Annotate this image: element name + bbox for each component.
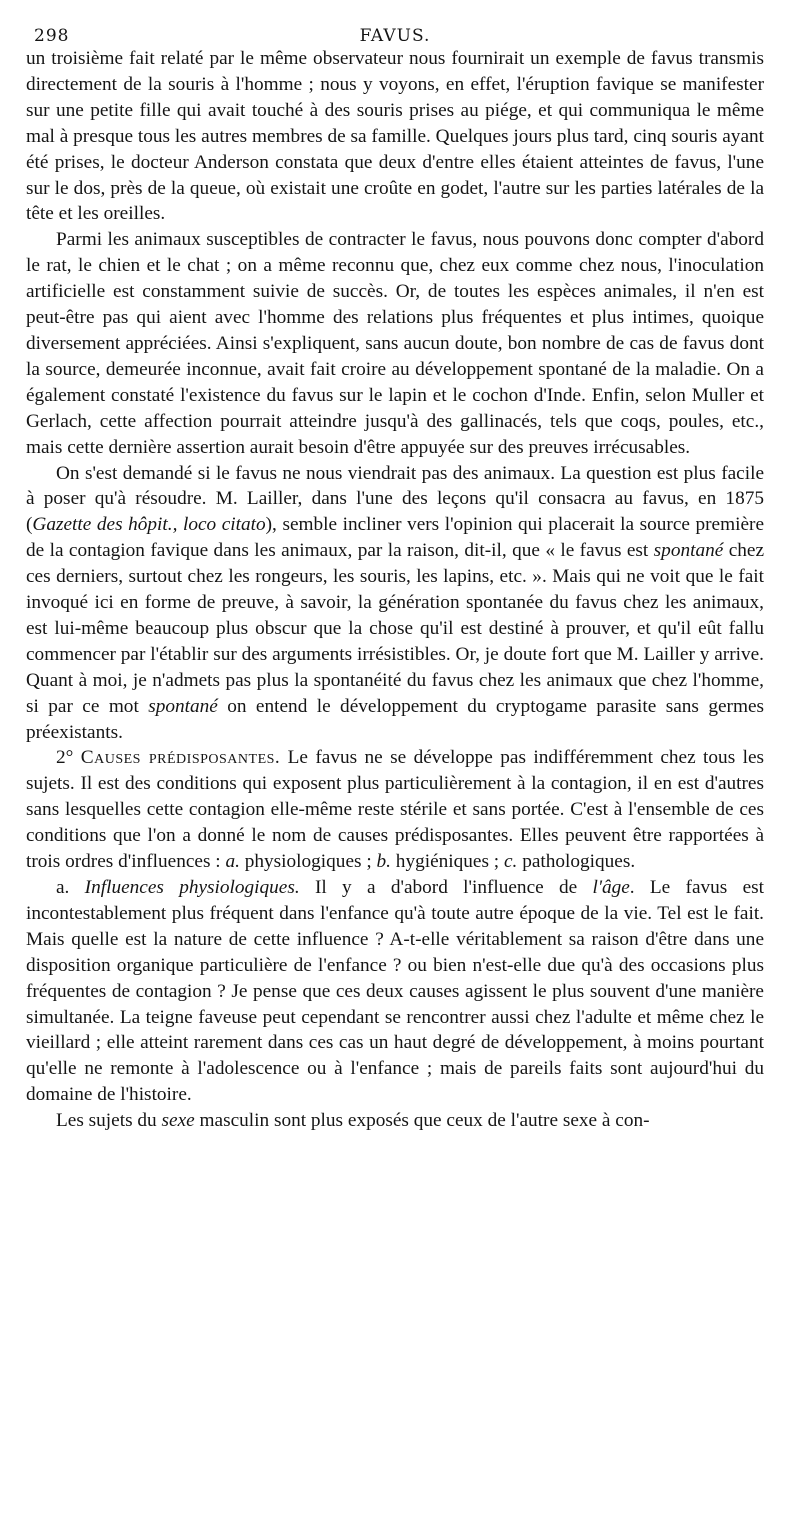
subsection-heading-physiologiques: Influences physiologiques.	[84, 877, 300, 898]
p5-age: l'âge	[592, 877, 630, 898]
section-heading-causes: Causes prédisposantes.	[80, 747, 281, 769]
p4-letter-c: c.	[503, 851, 518, 873]
p6-text-a: Les sujets du	[56, 1110, 162, 1132]
p3-spontane-2: spontané	[148, 695, 218, 717]
p6-text-b: masculin sont plus exposés que ceux de l'autre sexe à con-	[194, 1110, 650, 1132]
p4-text-d: pathologiques.	[517, 851, 636, 873]
p3-text-d: on entend le développement du cryptogame parasite sans germes préexistants.	[26, 695, 765, 743]
p4-text-c: hygiéniques ;	[390, 851, 504, 873]
p3-spontane: spontané	[653, 540, 724, 562]
p5-text-a: Il y a d'abord l'influence de	[299, 877, 593, 898]
p4-letter-b: b.	[376, 851, 391, 873]
body-text	[26, 46, 764, 1134]
p3-citation: Gazette des hôpit., loco citato	[32, 514, 266, 536]
p4-text-b: physiologiques ;	[239, 851, 377, 873]
running-title: FAVUS.	[359, 26, 431, 46]
paragraph-3	[26, 461, 764, 746]
paragraph-2: Parmi les animaux susceptibles de contracter le favus, nous pouvons donc compter d'abord le rat, le chien et le chat ; on a même reconnu que, chez eux comme chez nous, l'inoculation artificielle est constamment suivie de succès. Or, de toutes les espèces animales, il n'en est peut-être pas qui aient avec l'homme des relations plus fréquentes et plus intimes, quoique diversement appréciées. Ainsi s'expliquent, sans aucun doute, bon nombre de cas de favus dont la source, demeurée inconnue, avait fait croire au développement spontané de la maladie. On a également constaté l'existence du favus sur le lapin et le cochon d'Inde. Enfin, selon Muller et Gerlach, cette affection pourrait atteindre jusqu'à des gallinacés, tels que coqs, poules, etc., mais cette dernière assertion aurait besoin d'être appuyée sur des preuves irrécusables.	[26, 229, 764, 458]
p3-text-b: ), semble incliner vers l'opinion qui placerait la source première de la contagion favique dans les animaux, par la raison, dit-il, que « le favus est	[26, 514, 765, 562]
p5-lead: a.	[56, 877, 85, 898]
paragraph-1: un troisième fait relaté par le même observateur nous fournirait un exemple de favus transmis directement de la souris à l'homme ; nous y voyons, en effet, l'éruption favique se manifester sur une petite fille qui avait touché à des souris prises au piége, et qui communiqua le même mal à presque tous les autres membres de sa famille. Quelques jours plus tard, cinq souris ayant été prises, le docteur Anderson constata que deux d'entre elles étaient atteintes de favus, l'une sur le dos, près de la queue, où existait une croûte en godet, l'autre sur les parties latérales de la tête et les oreilles.	[26, 48, 764, 225]
p4-number: 2°	[56, 747, 81, 769]
p3-text-c: chez ces derniers, surtout chez les rongeurs, les souris, les lapins, etc. ». Mais qui ne voit que le fait invoqué ici en forme de preuve, à savoir, la génération spontanée du favus chez les animaux, est lui-même beaucoup plus obscur que la chose qu'il est destiné à prouver, et qu'il eût fallu commencer par l'établir sur des arguments irrésistibles. Or, je doute fort que M. Lailler y arrive. Quant à moi, je n'admets pas plus la spontanéité du favus chez les animaux que chez l'homme, si par ce mot	[26, 540, 765, 717]
p6-sexe: sexe	[161, 1110, 195, 1132]
p4-letter-a: a.	[225, 851, 240, 873]
p5-text-b: . Le favus est incontestablement plus fréquent dans l'enfance qu'à toute autre époque de la vie. Tel est le fait. Mais quelle est la nature de cette influence ? A-t-elle véritablement sa raison d'être dans une disposition organique particulière de l'enfance ? ou bien n'est-elle due qu'à des occasions plus fréquentes de contagion ? Je pense que ces deux causes agissent le plus souvent d'une manière simultanée. La teigne faveuse peut cependant se rencontrer aussi chez l'adulte et même chez le vieillard ; elle atteint rarement dans ces cas un haut degré de développement, à moins pourtant qu'elle ne remonte à l'adolescence ou à l'enfance ; mais de pareils faits sont aujourd'hui du domaine de l'histoire.	[26, 877, 764, 1106]
p3-text-a: On s'est demandé si le favus ne nous viendrait pas des animaux. La question est plus facile à poser qu'à résoudre. M. Lailler, dans l'une des leçons qu'il consacra au favus, en 1875 (	[26, 462, 764, 536]
running-head	[26, 20, 764, 46]
page-number: 298	[34, 26, 70, 46]
p4-text-a: Le favus ne se développe pas indifféremment chez tous les sujets. Il est des conditions qui exposent plus particulièrement à la contagion, il en est d'autres sans lesquelles cette contagion elle-même reste stérile et sans portée. C'est à l'ensemble de ces conditions que l'on a donné le nom de causes prédisposantes. Elles peuvent être rapportées à trois ordres d'influences :	[26, 747, 765, 873]
paragraph-4	[26, 745, 764, 875]
paragraph-5	[26, 875, 764, 1108]
paragraph-6	[26, 1108, 764, 1134]
